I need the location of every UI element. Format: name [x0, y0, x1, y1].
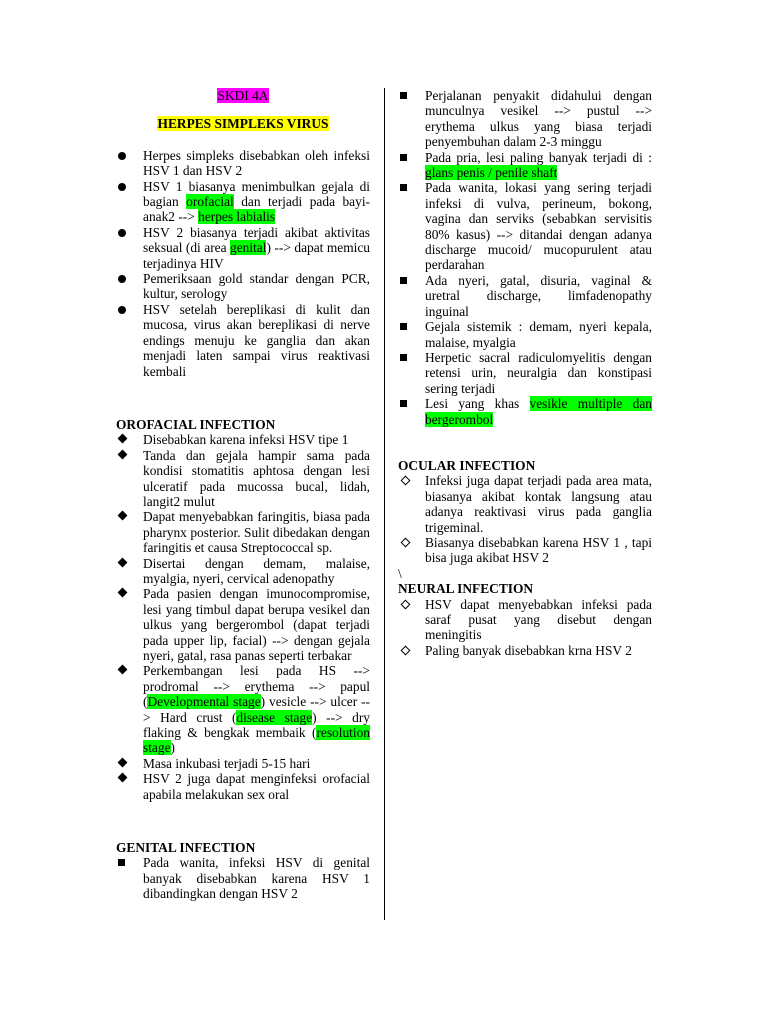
list-item [116, 663, 370, 755]
item-text: HSV setelah bereplikasi di kulit dan mucosa, virus akan bereplikasi di nerve endings menuju ke ganglia dan akan menjadi laten sampai virus reaktivasi kembali [143, 301, 370, 379]
item-text: HSV 1 biasanya menimbulkan gejala di bagian [143, 178, 370, 210]
item-text: Paling banyak disebabkan krna HSV 2 [425, 642, 632, 658]
list-item [116, 148, 370, 179]
item-text: Lesi yang khas [425, 396, 530, 412]
item-text: ) --> dry flaking & bengkak membaik ( [143, 709, 370, 741]
list-item [116, 756, 370, 771]
item-text: Infeksi juga dapat terjadi pada area mata, biasanya akibat kontak langsung atau adanya reaktivasi virus pada ganglia trigeminal. [425, 473, 652, 535]
item-text: Perkembangan lesi pada HS --> prodromal --> erythema --> papul ( [143, 663, 370, 710]
item-text: Pada wanita, lokasi yang sering terjadi infeksi di vulva, perineum, bokong, vagina dan serviks (sebabkan servisitis 80% kasus) --> ditandai dengan adanya discharge mucoid/ mucopurulent atau perdarahan [425, 180, 652, 273]
doc-title-row [116, 116, 370, 131]
item-text: Gejala sistemik : demam, nyeri kepala, malaise, myalgia [425, 319, 652, 350]
right-column [398, 88, 652, 658]
list-item [116, 855, 370, 901]
orofacial-list [116, 432, 370, 802]
list-item [116, 586, 370, 663]
genital-list [116, 855, 370, 901]
list-item [398, 88, 652, 150]
intro-list [116, 148, 370, 379]
list-item [116, 271, 370, 302]
highlighted-text: genital [230, 240, 267, 256]
highlighted-text: herpes labialis [198, 209, 276, 225]
item-text: Herpetic sacral radiculomyelitis dengan retensi urin, neuralgia dan konstipasi sering terjadi [425, 349, 652, 396]
list-item [116, 509, 370, 555]
item-text: Tanda dan gejala hampir sama pada kondisi stomatitis aphtosa dengan lesi ulceratif pada mucossa bucal, lidah, langit2 mulut [143, 447, 370, 509]
item-text: HSV 2 juga dapat menginfeksi orofacial apabila melakukan sex oral [143, 771, 370, 802]
highlighted-text: vesikle multiple dan bergerombol [425, 396, 652, 427]
item-text: ) [170, 740, 175, 756]
item-text: Dapat menyebabkan faringitis, biasa pada pharynx posterior. Sulit dibedakan dengan faringitis et causa Streptococcal sp. [143, 509, 370, 556]
genital-heading: GENITAL INFECTION [116, 840, 256, 856]
item-text: Biasanya disebabkan karena HSV 1 , tapi bisa juga akibat HSV 2 [425, 534, 652, 566]
item-text: Ada nyeri, gatal, disuria, vaginal & uretral discharge, limfadenopathy inguinal [425, 272, 652, 319]
orofacial-heading: OROFACIAL INFECTION [116, 416, 276, 432]
list-item [116, 302, 370, 379]
list-item [116, 448, 370, 510]
item-text: HSV dapat menyebabkan infeksi pada saraf pusat yang disebut dengan meningitis [425, 596, 652, 643]
list-item [398, 180, 652, 272]
doc-title: HERPES SIMPLEKS VIRUS [157, 116, 329, 132]
highlighted-text: orofacial [186, 194, 234, 210]
item-text: Disebabkan karena infeksi HSV tipe 1 [143, 432, 349, 448]
highlighted-text: resolution stage [143, 725, 370, 756]
list-item [398, 273, 652, 319]
list-item [398, 319, 652, 350]
item-text: Pada pasien dengan imunocompromise, lesi yang timbul dapat berupa vesikel dan ulkus yang bergerombol (dapat terjadi pada upper lip, facial) --> dengan gejala nyeri, gatal, rasa panas seperti terbakar [143, 586, 370, 663]
list-item [398, 350, 652, 396]
item-text: dan terjadi pada bayi-anak2 --> [143, 194, 370, 225]
item-text: Pada pria, lesi paling banyak terjadi di : [425, 149, 652, 165]
item-text: Herpes simpleks disebabkan oleh infeksi HSV 1 dan HSV 2 [143, 147, 370, 179]
item-text: Disertai dengan demam, malaise, myalgia, nyeri, cervical adenopathy [143, 555, 370, 586]
item-text: ) vesicle --> ulcer --> Hard crust ( [143, 694, 370, 725]
genital-cont-list [398, 88, 652, 427]
list-item [116, 225, 370, 271]
item-text: Pada wanita, infeksi HSV di genital banyak disebabkan karena HSV 1 dibandingkan dengan HSV 2 [143, 855, 370, 902]
item-text: ) --> dapat memicu terjadinya HIV [143, 240, 370, 271]
ocular-list [398, 473, 652, 565]
item-text: Perjalanan penyakit didahului dengan munculnya vesikel --> pustul --> erythema ulkus yang biasa terjadi penyembuhan dalam 2-3 minggu [425, 88, 652, 150]
list-item [398, 597, 652, 643]
list-item [398, 473, 652, 535]
stray-mark: \ [398, 565, 402, 581]
item-text: Pemeriksaan gold standar dengan PCR, kultur, serology [143, 271, 370, 302]
highlighted-text: disease stage [236, 709, 313, 725]
neural-list [398, 597, 652, 659]
ocular-heading: OCULAR INFECTION [398, 457, 536, 473]
highlighted-text: glans penis / penile shaft [425, 165, 558, 181]
list-item [398, 150, 652, 181]
list-item [116, 771, 370, 802]
column-divider [384, 88, 385, 920]
list-item [116, 179, 370, 225]
neural-heading: NEURAL INFECTION [398, 581, 534, 597]
item-text: Masa inkubasi terjadi 5-15 hari [143, 755, 311, 771]
list-item [116, 432, 370, 447]
skdi-tag-row [116, 88, 370, 103]
list-item [116, 556, 370, 587]
list-item [398, 396, 652, 427]
item-text: HSV 2 biasanya terjadi akibat aktivitas seksual (di area [143, 224, 370, 256]
highlighted-text: Developmental stage [147, 694, 261, 710]
list-item [398, 535, 652, 566]
left-column [116, 88, 370, 902]
list-item [398, 643, 652, 658]
skdi-tag: SKDI 4A [217, 88, 269, 103]
